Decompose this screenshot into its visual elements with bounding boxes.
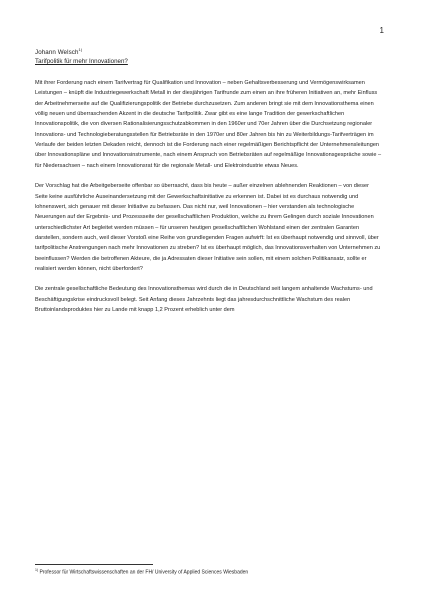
author-footnote-marker: 1) bbox=[78, 47, 83, 52]
document-body bbox=[35, 45, 383, 325]
author-line bbox=[35, 45, 383, 57]
footnote-marker: 1) bbox=[35, 568, 39, 572]
paragraph-3: Die zentrale gesellschaftliche Bedeutung des Innovationsthemas wird durch die in Deutschland seit langem anhaltende Wachstums- und Beschäftigungskrise eindrucksvoll belegt. Seit Anfang dieses Jahrzehnts liegt das jahresdurchschnittliche Wachstum des realen Bruttoinlandsproduktes hier zu Lande mit knapp 1,2 Prozent erheblich unter dem bbox=[35, 286, 373, 313]
author-name: Johann Welsch bbox=[35, 49, 79, 57]
footnote-text: Professor für Wirtschaftswissenschaften an der FH/ University of Applied Sciences Wiesbaden bbox=[39, 569, 249, 576]
page-number: 1 bbox=[379, 26, 384, 35]
footnote-divider bbox=[35, 564, 153, 565]
paragraph-1: Mit ihrer Forderung nach einem Tarifvertrag für Qualifikation und Innovation – neben Gehaltsverbesserung und Vermögenswirksamen Leistungen – knüpft die Industriegewerkschaft Metall in der diesjährigen Tarifrunde zum einen an ihre früheren Initiativen an, mehr Einfluss der Arbeitnehmerseite auf die Qualifizierungspolitik der Betriebe durchzusetzen. Zum anderen bringt sie mit dem Innovationsthema einen völlig neuen und überraschenden Akzent in die deutsche Tarifpolitik. Zwar gibt es eine lange Tradition der gewerkschaftlichen Innovationspolitik, die von diversen Rationalisierungsschutzabkommen in den 1960er und 70er Jahren über die Durchsetzung regionaler Innovations- und Technologieberatungsstellen für Betriebsräte in den 1970er und 80er Jahren bis hin zu Weiterbildungs-Tarifverträgen im Verlaufe der beiden letzten Dekaden reicht, dennoch ist die Forderung nach einer regelmäßigen Berichtspflicht der Unternehmensleitungen über Innovationspläne und Innovationsinstrumente, nach einem Anspruch von Betriebsräten auf regelmäßige Innovationsgespräche sowie – für Niedersachsen – nach einem Innovationsrat für die regionale Metall- und Elektroindustrie etwas Neues. bbox=[35, 80, 382, 169]
document-title: Tarifpolitik für mehr Innovationen? bbox=[35, 58, 128, 66]
footnote bbox=[35, 567, 385, 577]
paragraph-2: Der Vorschlag hat die Arbeitgeberseite offenbar so überrascht, dass bis heute – außer einzelnen ablehnenden Reaktionen – von dieser Seite keine ausführliche Auseinandersetzung mit der Gewerkschaftsinitiative zu erkennen ist. Dabei ist es durchaus notwendig und lohnenswert, sich genauer mit dieser Initiative zu befassen. Das nicht nur, weil Innovationen – hier verstanden als technologische Neuerungen auf der Ergebnis- und Prozessseite der gesellschaftlichen Produktion, welche zu ihrem Gelingen durch soziale Innovationen unterschiedlichster Art begleitet werden müssen – für unseren heutigen gesellschaftlichen Wohlstand einen der zentralen Garanten darstellen, sondern auch, weil dieser Vorstoß eine Reihe von grundlegenden Fragen aufwirft: Ist es überhaupt notwendig und sinnvoll, über tarifpolitische Anstrengungen nach mehr Innovationen zu streben? Ist es überhaupt möglich, das Innovationsverhalten von Unternehmen zu beeinflussen? Werden die betroffenen Akteure, die ja Adressaten dieser Initiative sein sollen, mit einem solchen Politikansatz, sollte er realisiert werden können, nicht überfordert? bbox=[35, 183, 381, 272]
